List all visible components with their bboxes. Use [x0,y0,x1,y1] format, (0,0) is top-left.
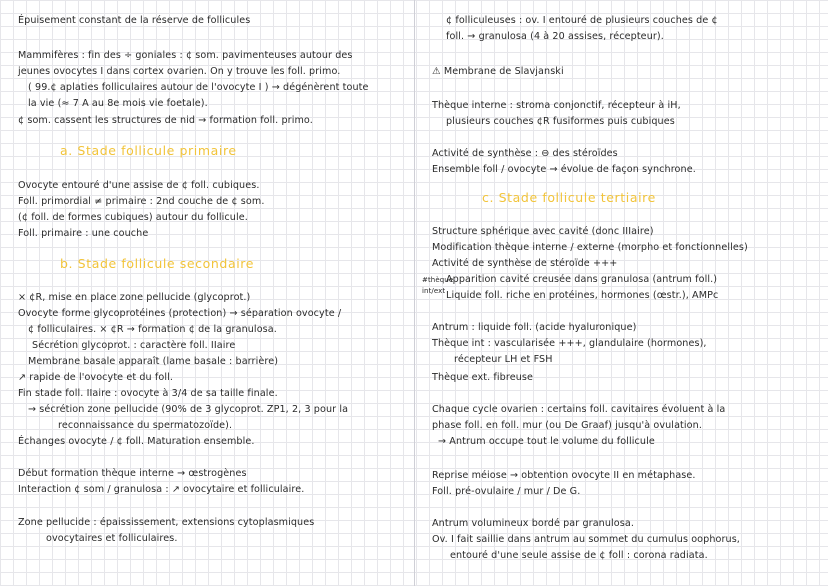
text-line: Activité de synthèse de stéroïde +++ [432,258,618,269]
text-line: ¢ som. cassent les structures de nid → formation foll. primo. [18,115,313,126]
text-line: Antrum volumineux bordé par granulosa. [432,518,634,529]
text-line: Ovocyte forme glycoprotéines (protection) → séparation ovocyte / [18,308,342,319]
text-line: Thèque ext. fibreuse [432,372,533,383]
text-line: Mammifères : fin des ÷ goniales : ¢ som. pavimenteuses autour des [18,50,353,61]
section-heading-c: c. Stade follicule tertiaire [482,190,656,205]
margin-note: #thèque [422,276,454,284]
text-line: Reprise méiose → obtention ovocyte II en métaphase. [432,470,696,481]
text-line: ¢ folliculaires. × ¢R → formation ¢ de la granulosa. [28,324,277,335]
text-line: Apparition cavité creusée dans granulosa (antrum foll.) [446,274,718,285]
text-line: (¢ foll. de formes cubiques) autour du follicule. [18,212,248,223]
text-line: Liquide foll. riche en protéines, hormones (œstr.), AMPc [446,290,719,301]
text-line: récepteur LH et FSH [454,354,553,365]
text-line: Chaque cycle ovarien : certains foll. cavitaires évoluent à la [432,404,726,415]
text-line: Fin stade foll. IIaire : ovocyte à 3/4 de sa taille finale. [18,388,278,399]
text-line: Ensemble foll / ovocyte → évolue de façon synchrone. [432,164,696,175]
text-line: Ov. I fait saillie dans antrum au sommet du cumulus oophorus, [432,534,740,545]
text-line: Interaction ¢ som / granulosa : ↗ ovocytaire et folliculaire. [18,484,305,495]
text-line: Membrane basale apparaît (lame basale : barrière) [28,356,279,367]
text-line: Ovocyte entouré d'une assise de ¢ foll. cubiques. [18,180,260,191]
text-line: → Antrum occupe tout le volume du follicule [438,436,655,447]
text-line: Début formation thèque interne → œstrogènes [18,468,247,479]
text-line: Foll. primaire : une couche [18,228,149,239]
text-line: Modification thèque interne / externe (morpho et fonctionnelles) [432,242,748,253]
text-line: jeunes ovocytes I dans cortex ovarien. On y trouve les foll. primo. [18,66,341,77]
text-line: ( 99.¢ aplaties folliculaires autour de l'ovocyte I ) → dégénèrent toute [28,82,369,93]
text-line: phase foll. en foll. mur (ou De Graaf) jusqu'à ovulation. [432,420,702,431]
text-line: Structure sphérique avec cavité (donc IIIaire) [432,226,654,237]
text-line: ovocytaires et folliculaires. [46,533,178,544]
section-heading-b: b. Stade follicule secondaire [60,256,255,271]
text-line: plusieurs couches ¢R fusiformes puis cubiques [446,116,675,127]
text-line: entouré d'une seule assise de ¢ foll : corona radiata. [450,550,708,561]
text-line: Activité de synthèse : ⊖ des stéroïdes [432,148,618,159]
text-line: la vie (≈ 7 A au 8e mois vie foetale). [28,98,208,109]
intro-line: Épuisement constant de la réserve de follicules [18,15,251,26]
column-divider [414,0,415,586]
text-line: Antrum : liquide foll. (acide hyaluronique) [432,322,637,333]
text-line: × ¢R, mise en place zone pellucide (glycoprot.) [18,292,251,303]
text-line: Échanges ovocyte / ¢ foll. Maturation ensemble. [18,436,255,447]
text-line: Sécrétion glycoprot. : caractère foll. IIaire [32,340,236,351]
text-line: Foll. pré-ovulaire / mur / De G. [432,486,581,497]
section-heading-a: a. Stade follicule primaire [60,143,237,158]
warning-line: ⚠ Membrane de Slavjanski [432,66,564,77]
text-line: Thèque int : vascularisée +++, glandulaire (hormones), [432,338,707,349]
text-line: Foll. primordial ≠ primaire : 2nd couche de ¢ som. [18,196,265,207]
text-line: ↗ rapide de l'ovocyte et du foll. [18,372,173,383]
text-line: Thèque interne : stroma conjonctif, récepteur à iH, [432,100,681,111]
text-line: foll. → granulosa (4 à 20 assises, récepteur). [446,31,664,42]
text-line: ¢ folliculeuses : ov. I entouré de plusieurs couches de ¢ [446,15,718,26]
text-line: reconnaissance du spermatozoïde). [58,420,233,431]
margin-note: int/ext [422,287,446,295]
text-line: → sécrétion zone pellucide (90% de 3 glycoprot. ZP1, 2, 3 pour la [28,404,349,415]
text-line: Zone pellucide : épaississement, extensions cytoplasmiques [18,517,315,528]
